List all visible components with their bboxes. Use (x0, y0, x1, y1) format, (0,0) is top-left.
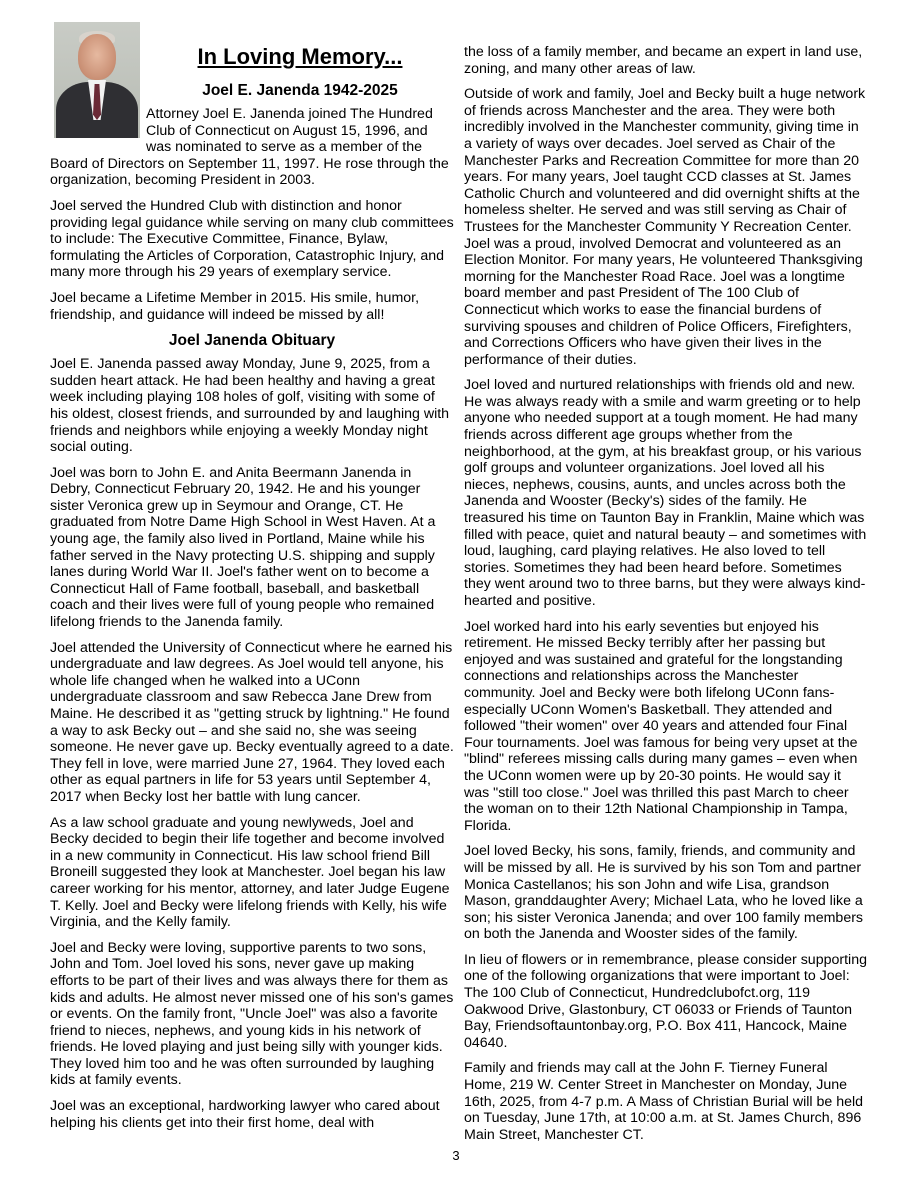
right-column (464, 44, 870, 1152)
memory-paragraph-1: Attorney Joel E. Janenda joined The Hundred Club of Connecticut on August 15, 1996, and was nominated to serve as a member of the Board of Directors on September 11, 1997. He rose through the organization, becoming President in 2003. (50, 106, 449, 189)
obituary-right-paragraph-3: Joel loved and nurtured relationships with friends old and new. He was always ready with a smile and warm greeting or to help anyone who needed support at a tough moment. He had many friends across different age groups whether from the neighborhood, at the gym, at his breakfast group, or his various golf groups and volunteer organizations. Joel loved all his nieces, nephews, cousins, aunts, and uncles across both the Janenda and Wooster (Becky's) sides of the family. He treasured his time on Taunton Bay in Franklin, Maine which was filled with peace, quiet and natural beauty – and sometimes with loud, laughing, card playing relatives. He also loved to tell stories. Sometimes they had been heard before. Sometimes they went around two to three barns, but they were always kind-hearted and positive. (464, 377, 867, 609)
obituary-left-paragraph-1: Joel E. Janenda passed away Monday, June 9, 2025, from a sudden heart attack. He had been healthy and having a great week including playing 108 holes of golf, visiting with some of his oldest, closest friends, and surrounded by and laughing with friends and neighbors while enjoying a weekly Monday night social outing. (50, 356, 450, 456)
newsletter-page (50, 38, 870, 1143)
memory-subtitle: Joel E. Janenda 1942-2025 (202, 82, 398, 99)
portrait-photo (54, 22, 140, 138)
obituary-right-paragraph-6: In lieu of flowers or in remembrance, please consider supporting one of the following organizations that were important to Joel: The 100 Club of Connecticut, Hundredclubofct.org, 119 Oakwood Drive, Glastonbury, CT 06033 or Friends of Taunton Bay, Friendsoftauntonbay.org, P.O. Box 411, Hancock, Maine 04640. (464, 951, 867, 1051)
memory-paragraph-3: Joel became a Lifetime Member in 2015. His smile, humor, friendship, and guidance will indeed be missed by all! (50, 289, 420, 323)
obituary-right-paragraph-7: Family and friends may call at the John F. Tierney Funeral Home, 219 W. Center Street in Manchester on Monday, June 16th, 2025, from 4-7 p.m. A Mass of Christian Burial will be held on Tuesday, June 17th, at 10:00 a.m. at St. James Church, 896 Main Street, Manchester CT. (464, 1060, 864, 1143)
obituary-right-paragraph-5: Joel loved Becky, his sons, family, friends, and community and will be missed by all. He is survived by his son Tom and partner Monica Castellanos; his son John and wife Lisa, grandson Mason, granddaughter Avery; Michael Lata, who he loved like a son; his sister Veronica Janenda; and over 100 family members on both the Janenda and Wooster sides of the family. (464, 843, 864, 943)
obituary-left-paragraph-3: Joel attended the University of Connecticut where he earned his undergraduate and law degrees. As Joel would tell anyone, his whole life changed when he walked into a UConn undergraduate classroom and saw Rebecca Jane Drew from Maine. He described it as "getting struck by lightning." He found a way to ask Becky out – and she said no, she was seeing someone. He never gave up. Becky eventually agreed to a date. They fell in love, were married June 27, 1964. They loved each other as equal partners in life for 53 years until September 4, 2017 when Becky lost her battle with lung cancer. (50, 639, 454, 805)
left-column (50, 38, 454, 1140)
portrait-head (78, 34, 116, 80)
memory-paragraph-2: Joel served the Hundred Club with distinction and honor providing legal guidance while serving on many club committees to include: The Executive Committee, Finance, Bylaw, formulating the Articles of Corporation, Catastrophic Injury, and many more through his 29 years of exemplary service. (50, 197, 454, 281)
obituary-right-paragraph-2: Outside of work and family, Joel and Becky built a huge network of friends across Manchester and the area. They were both incredibly involved in the Manchester community, giving time in a variety of ways over decades. Joel served as Chair of the Manchester Parks and Recreation Committee for more than 20 years. For many years, Joel taught CCD classes at St. James Catholic Church and volunteered and did overnight shifts at the homeless shelter. He served and was still serving as Chair of Trustees for the Manchester Community Y Recreation Center. Joel was a proud, involved Democrat and volunteered as an Election Monitor. For many years, He volunteered Thanksgiving morning for the Manchester Road Race. Joel was a longtime board member and past President of The 100 Club of Connecticut which works to ease the financial burdens of surviving spouses and children of Police Officers, Firefighters, and Corrections Officers who have given their lives in the performance of their duties. (464, 86, 866, 368)
obituary-left-paragraph-5: Joel and Becky were loving, supportive parents to two sons, John and Tom. Joel loved his sons, never gave up making efforts to be part of their lives and was always there for them as kids and adults. He almost never missed one of his son's games or events. On the family front, "Uncle Joel" was also a favorite friend to nieces, nephews, and young kids in his network of friends. He loved playing and just being silly with younger kids. They loved him too and he was often surrounded by laughing kids at family events. (50, 939, 454, 1089)
page-number: 3 (452, 1148, 460, 1163)
obituary-left-paragraph-2: Joel was born to John E. and Anita Beermann Janenda in Debry, Connecticut February 20, 1942. He and his younger sister Veronica grew up in Seymour and Orange, CT. He graduated from Notre Dame High School in West Haven. At a young age, the family also lived in Portland, Maine while his father served in the Navy protecting U.S. shipping and supply lanes during World War II. Joel's father went on to become a Connecticut Hall of Fame football, baseball, and basketball coach and their lives were full of young people who remained lifelong friends to the Janenda family. (50, 464, 436, 631)
obituary-right-paragraph-1: the loss of a family member, and became an expert in land use, zoning, and many other areas of law. (464, 44, 863, 77)
memory-title: In Loving Memory... (197, 44, 403, 69)
obituary-right-paragraph-4: Joel worked hard into his early seventies but enjoyed his retirement. He missed Becky terribly after her passing but enjoyed and was sustained and grateful for the longstanding connections and relationships across the Manchester community. Joel and Becky were both lifelong UConn fans- especially UConn Women's Basketball. They attended and followed "their women" over 40 years and attended four Final Four tournaments. Joel was famous for being very upset at the "blind" referees missing calls during many games – even when the UConn women were up by 20-30 points. He would say it was "still too close." Joel was thrilled this past March to cheer the woman on to their 12th National Championship in Tampa, Florida. (464, 618, 858, 834)
obituary-left-paragraph-4: As a law school graduate and young newlyweds, Joel and Becky decided to begin their life together and become involved in a new community in Connecticut. His law school friend Bill Broneill suggested they look at Manchester. Joel began his law career working for his mentor, attorney, and later Judge Eugene T. Kelly. Joel and Becky were lifelong friends with Kelly, his wife Virginia, and the Kelly family. (50, 814, 450, 931)
obituary-left-paragraph-6: Joel was an exceptional, hardworking lawyer who cared about helping his clients get into their first home, deal with (50, 1098, 440, 1131)
obituary-title: Joel Janenda Obituary (168, 332, 336, 350)
